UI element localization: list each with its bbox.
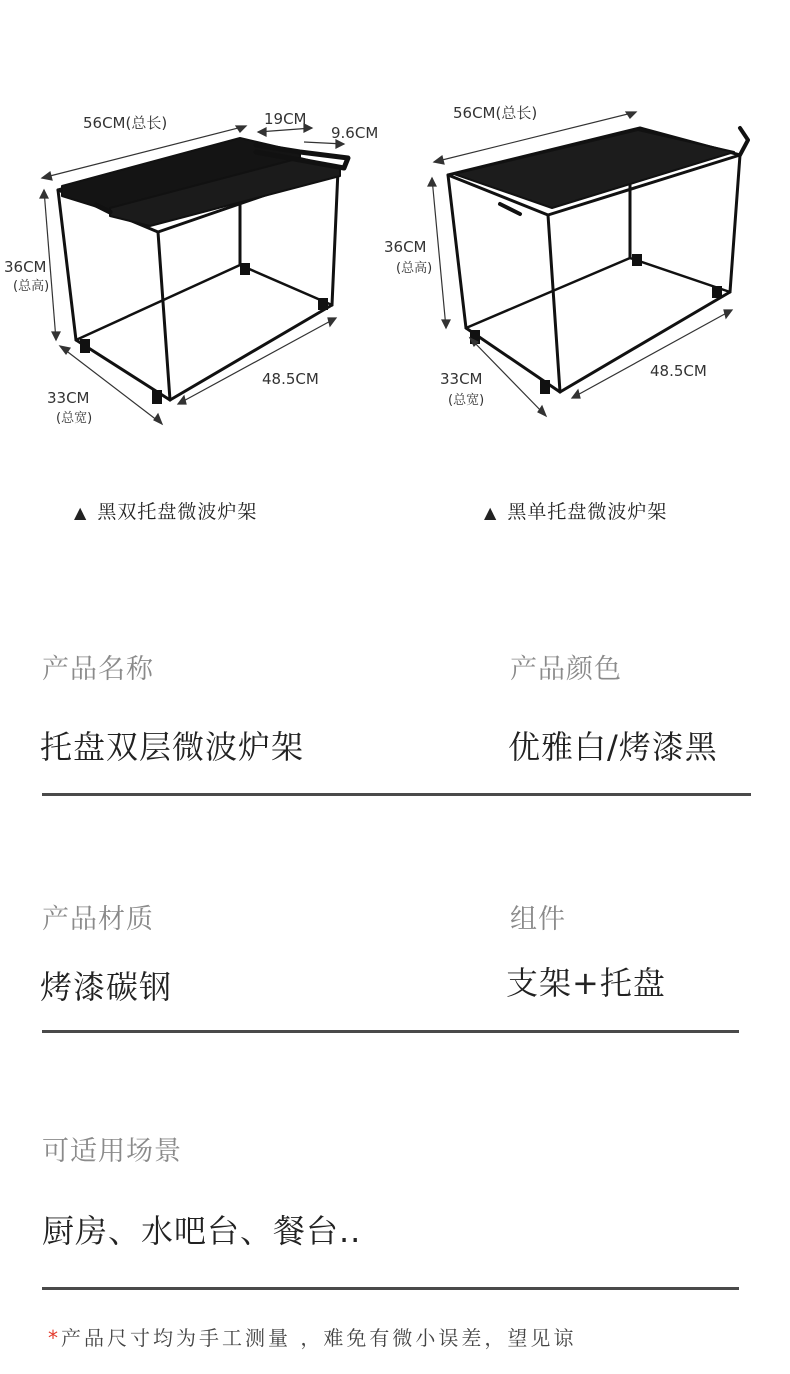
product-color-label: 产品颜色 xyxy=(510,654,622,685)
rack-foot xyxy=(80,339,90,353)
dim-length-label: 56CM(总长) xyxy=(83,114,168,132)
left-rack-caption xyxy=(74,497,257,524)
divider xyxy=(42,1287,739,1290)
product-name-value: 托盘双层微波炉架 xyxy=(40,728,305,766)
rack-foot xyxy=(152,390,162,404)
product-parts-label: 组件 xyxy=(510,904,566,935)
measurement-disclaimer xyxy=(48,1322,576,1351)
product-name-label: 产品名称 xyxy=(42,654,154,685)
dim-height-label: 36CM xyxy=(4,258,47,276)
dim-width-note: (总宽) xyxy=(448,393,485,408)
disclaimer-text: 产品尺寸均为手工测量 ，难免有微小误差，望见谅 xyxy=(61,1326,577,1350)
rack-foot xyxy=(712,286,722,298)
dim-base-length-label: 48.5CM xyxy=(262,370,319,388)
right-rack-caption-text: 黑单托盘微波炉架 xyxy=(507,501,668,523)
dim-height-note: (总高) xyxy=(13,279,50,294)
asterisk-marker: * xyxy=(48,1326,61,1350)
dim-width-label: 33CM xyxy=(440,370,483,388)
triangle-icon: ▲ xyxy=(484,503,498,522)
dim-tray-width-label: 19CM xyxy=(264,110,307,128)
dim-base-length-label: 48.5CM xyxy=(650,362,707,380)
dim-width-note: (总宽) xyxy=(56,411,93,426)
rack-foot xyxy=(318,298,328,310)
dim-height-label: 36CM xyxy=(384,238,427,256)
right-rack-caption xyxy=(484,497,667,524)
divider xyxy=(42,1030,739,1033)
triangle-icon: ▲ xyxy=(74,503,88,522)
dim-tray-depth-label: 9.6CM xyxy=(331,124,379,142)
product-parts-value: 支架+托盘 xyxy=(506,964,666,1002)
rack-foot xyxy=(540,380,550,394)
product-material-value: 烤漆碳钢 xyxy=(40,968,173,1006)
rack-foot xyxy=(240,263,250,275)
usage-scene-label: 可适用场景 xyxy=(42,1136,182,1167)
dim-length-label: 56CM(总长) xyxy=(453,104,538,122)
double-tray-rack-drawing xyxy=(58,138,348,400)
dim-width-label: 33CM xyxy=(47,389,90,407)
product-color-value: 优雅白/烤漆黑 xyxy=(508,728,718,766)
usage-scene-value: 厨房、水吧台、餐台.. xyxy=(42,1212,362,1250)
left-rack-caption-text: 黑双托盘微波炉架 xyxy=(97,501,258,523)
divider xyxy=(42,793,751,796)
product-material-label: 产品材质 xyxy=(42,904,154,935)
dim-height-note: (总高) xyxy=(396,261,433,276)
single-tray-rack-drawing xyxy=(448,128,748,392)
rack-foot xyxy=(632,254,642,266)
product-dimension-diagrams xyxy=(0,0,790,470)
